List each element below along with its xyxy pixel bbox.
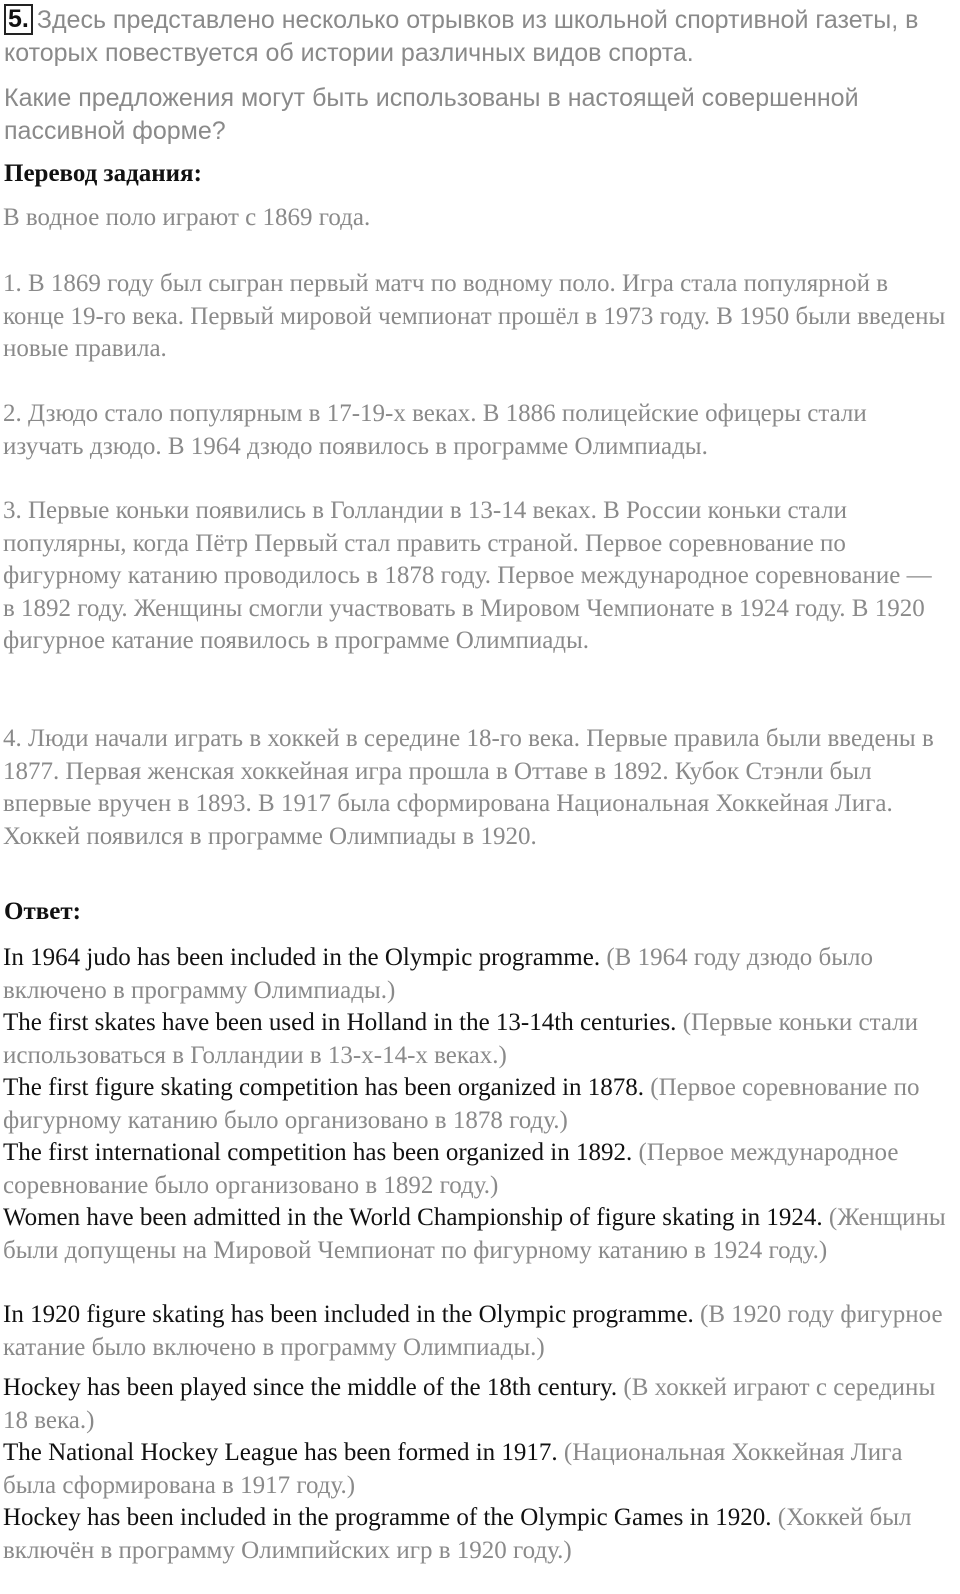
answer-item (3, 1437, 948, 1502)
answer-english: In 1964 judo has been included in the Olympic programme. (3, 944, 601, 971)
answer-russian: (В 1964 году дзюдо было включено в программу Олимпиады.) (3, 944, 873, 1004)
translation-title: В водное поло играют с 1869 года. (3, 204, 371, 231)
answer-russian: (В 1920 году фигурное катание было включено в программу Олимпиады.) (3, 1301, 943, 1361)
answer-english: The National Hockey League has been formed in 1917. (3, 1439, 558, 1466)
answer-english: The first skates have been used in Holland in the 13-14th centuries. (3, 1009, 677, 1036)
answer-item (3, 1372, 948, 1437)
translation-paragraph-1: 1. В 1869 году был сыгран первый матч по водному поло. Игра стала популярной в конце 19-го века. Первый мировой чемпионат прошёл в 1973 году. В 1950 были введены новые правила. (3, 270, 946, 362)
answer-english: The first figure skating competition has been organized in 1878. (3, 1074, 645, 1101)
answer-english: The first international competition has been organized in 1892. (3, 1139, 633, 1166)
task-question: Какие предложения могут быть использованы в настоящей совершенной пассивной форме? (4, 84, 859, 145)
translation-paragraph-4: 4. Люди начали играть в хоккей в середине 18-го века. Первые правила были введены в 1877. Первая женская хоккейная игра прошла в Оттаве в 1892. Кубок Стэнли был впервые вручен в 1893. В 1917 была сформирована Национальная Хоккейная Лига. Хоккей появился в программе Олимпиады в 1920. (3, 725, 934, 850)
answer-russian: (Первые коньки стали использоваться в Голландии в 13-х-14-х веках.) (3, 1009, 919, 1069)
answer-english: Hockey has been included in the programme of the Olympic Games in 1920. (3, 1504, 772, 1531)
answer-item (3, 1072, 948, 1137)
answer-item (3, 1137, 948, 1202)
answer-item (3, 1202, 948, 1267)
answer-header: Ответ: (4, 898, 81, 925)
answer-russian: (Женщины были допущены на Мировой Чемпионат по фигурному катанию в 1924 году.) (3, 1204, 946, 1264)
answer-russian: (Первое соревнование по фигурному катанию было организовано в 1878 году.) (3, 1074, 920, 1134)
answer-russian: (Первое международное соревнование было организовано в 1892 году.) (3, 1139, 899, 1199)
answer-russian: (Хоккей был включён в программу Олимпийских игр в 1920 году.) (3, 1504, 912, 1564)
translation-paragraph-2: 2. Дзюдо стало популярным в 17-19-х веках. В 1886 полицейские офицеры стали изучать дзюдо. В 1964 дзюдо появилось в программе Олимпиады. (3, 400, 867, 460)
answer-english: Women have been admitted in the World Championship of figure skating in 1924. (3, 1204, 823, 1231)
task-intro-text: Здесь представлено несколько отрывков из школьной спортивной газеты, в которых повествуется об истории различных видов спорта. (4, 6, 919, 67)
answer-item (3, 1007, 948, 1072)
task-intro (4, 4, 954, 70)
answer-item (3, 1502, 948, 1567)
translation-paragraph-3: 3. Первые коньки появились в Голландии в 13-14 веках. В России коньки стали популярны, когда Пётр Первый стал править страной. Первое соревнование по фигурному катанию проводилось в 1878 году. Первое международное соревнование — в 1892 году. Женщины смогли участвовать в Мировом Чемпионате в 1924 году. В 1920 фигурное катание появилось в программе Олимпиады. (3, 497, 932, 654)
answer-russian: (Национальная Хоккейная Лига была сформирована в 1917 году.) (3, 1439, 903, 1499)
answer-english: In 1920 figure skating has been included in the Olympic programme. (3, 1301, 694, 1328)
answer-russian: (В хоккей играют с середины 18 века.) (3, 1374, 936, 1434)
task-number-badge: 5. (4, 4, 33, 35)
translation-header: Перевод задания: (4, 160, 202, 187)
answer-english: Hockey has been played since the middle of the 18th century. (3, 1374, 618, 1401)
answer-item (3, 1299, 948, 1364)
answer-item (3, 942, 948, 1007)
